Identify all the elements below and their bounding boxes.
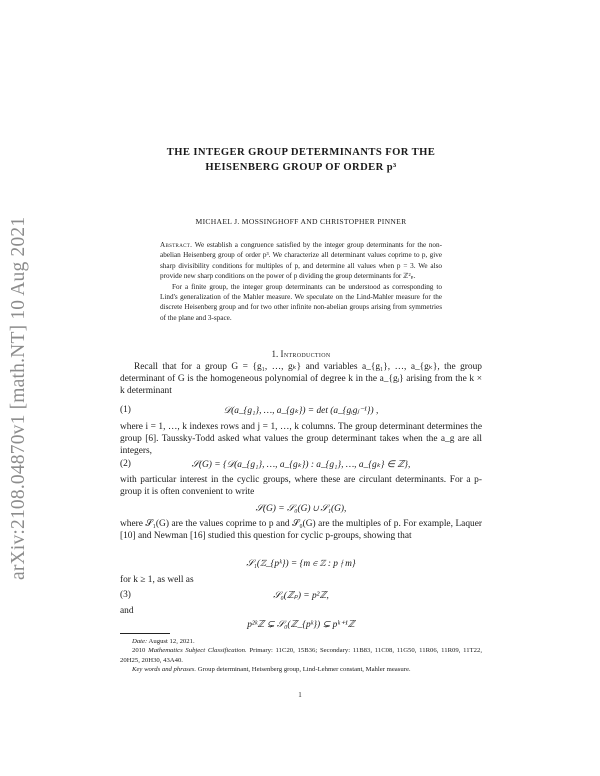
abstract-label: Abstract. xyxy=(160,241,193,249)
abstract-paragraph-2: For a finite group, the integer group determinants can be understood as corresponding to Lind's generalization of the Mahler measure. We speculate on the Lind-Mahler measure for the discrete Heisenberg group and for two other infinite non-abelian groups arising from symmetries of the plane and 3-space. xyxy=(160,282,442,322)
paper-title xyxy=(120,145,482,175)
body-text: and xyxy=(120,606,134,616)
section-title: Introduction xyxy=(280,349,331,359)
paragraph-3 xyxy=(120,474,482,498)
paragraph-intro xyxy=(120,361,482,398)
section-number: 1. xyxy=(271,349,279,359)
footnote-label: Mathematics Subject Classification. xyxy=(148,647,247,655)
equation-expression: 𝒮₀(ℤₚ) = p²ℤ, xyxy=(273,591,329,601)
paragraph-4 xyxy=(120,518,482,542)
footnote-text: Group determinant, Heisenberg group, Lind-Lehmer constant, Mahler measure. xyxy=(197,665,411,673)
paragraph-6 xyxy=(120,605,482,617)
paragraph-5 xyxy=(120,574,482,586)
abstract xyxy=(160,240,442,323)
footnote-label: Key words and phrases. xyxy=(132,665,197,673)
equation-expression: p²ᵏℤ ⊊ 𝒮₀(ℤ_{pᵏ}) ⊊ pᵏ⁺¹ℤ xyxy=(247,620,355,630)
footnote-date xyxy=(120,637,482,646)
abstract-paragraph-1: We establish a congruence satisfied by the integer group determinants for the non-abelian Heisenberg group of order p³. We characterize all determinant values coprime to p, give sharp divisibility conditions for multiples of p, and determine all values when p = 3. We also provide new sharp conditions on the power of p dividing the group determinants for ℤ²ₚ. xyxy=(160,241,442,281)
body-text: for k ≥ 1, as well as xyxy=(120,575,194,585)
body-text: with particular interest in the cyclic groups, where these are circulant determinants. For a p-group it is often convenient to write xyxy=(120,475,482,498)
section-heading xyxy=(120,349,482,359)
equation-number: (2) xyxy=(120,459,131,469)
authors: MICHAEL J. MOSSINGHOFF AND CHRISTOPHER PINNER xyxy=(195,217,407,226)
equation-expression: 𝒮₁(ℤ_{pᵏ}) = {m ∈ ℤ : p ∤ m} xyxy=(246,559,356,569)
footnote-msc xyxy=(120,646,482,665)
footnotes xyxy=(120,637,482,674)
footnote-text: 2010 xyxy=(132,647,146,655)
body-text: where i = 1, …, k indexes rows and j = 1, …, k columns. The group determinant determines the group [6]. Taussky-Todd asked what values the group determinant takes when the a_g are all integers, xyxy=(120,422,482,457)
body-text: where 𝒮₁(G) are the values coprime to p and 𝒮₀(G) are the multiples of p. For example, Laquer [10] and Newman [16] studied this question for cyclic p-groups, showing that xyxy=(120,519,482,542)
equation-number: (1) xyxy=(120,405,131,415)
equation-expression: 𝒮(G) = 𝒮₀(G) ∪ 𝒮₁(G), xyxy=(255,504,347,514)
arxiv-identifier-stamp: arXiv:2108.04870v1 [math.NT] 10 Aug 2021 xyxy=(8,216,29,580)
footnote-text: Primary: 11C20, 15B36; Secondary: 11B83, 11C08, 11G50, 11R06, 11R09, 11T22, 20H25, 20H30, 43A40. xyxy=(120,647,483,664)
footnote-text: August 12, 2021. xyxy=(148,638,195,645)
footnote-label: Date: xyxy=(132,638,148,645)
title-line-1: THE INTEGER GROUP DETERMINANTS FOR THE xyxy=(166,147,436,158)
equation-number: (3) xyxy=(120,590,131,600)
body-text: Recall that for a group G = {g₁, …, gₖ} and variables a_{g₁}, …, a_{gₖ}, the group determinant of G is the homogeneous polynomial of degree k in the a_{gᵢ} arising from the k × k determinant xyxy=(120,362,482,397)
footnote-keywords xyxy=(120,665,482,674)
equation-expression: 𝒮(G) = {𝒟(a_{g₁}, …, a_{gₖ}) : a_{g₁}, …, a_{gₖ} ∈ ℤ}, xyxy=(191,460,411,470)
footnote-rule xyxy=(120,633,170,634)
paragraph-2 xyxy=(120,421,482,458)
page-number: 1 xyxy=(298,691,302,699)
title-line-2: HEISENBERG GROUP OF ORDER p³ xyxy=(205,162,397,173)
equation-expression: 𝒟(a_{g₁}, …, a_{gₖ}) = det (a_{gᵢgⱼ⁻¹}) , xyxy=(223,406,379,416)
